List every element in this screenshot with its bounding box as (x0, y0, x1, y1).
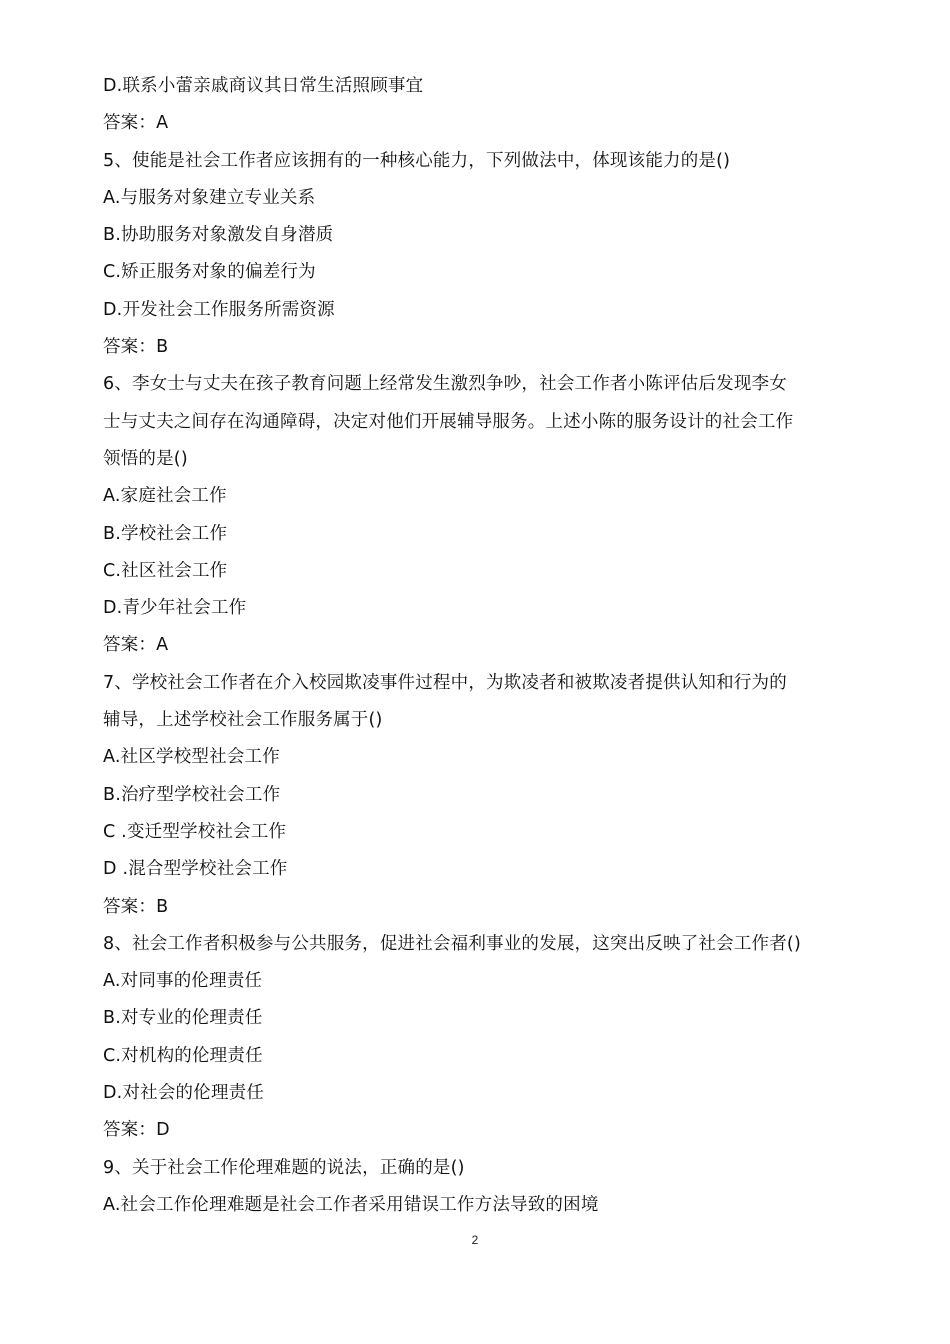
question-6-line-3: 领悟的是() (103, 448, 188, 469)
option-c-q5: C.矫正服务对象的偏差行为 (103, 262, 316, 283)
option-d-q7: D .混合型学校社会工作 (103, 859, 288, 880)
option-a-q9: A.社会工作伦理难题是社会工作者采用错误工作方法导致的困境 (103, 1194, 599, 1215)
option-c-q8: C.对机构的伦理责任 (103, 1045, 263, 1066)
question-6-line-2: 士与丈夫之间存在沟通障碍，决定对他们开展辅导服务。上述小陈的服务设计的社会工作 (103, 411, 794, 432)
option-d-q8: D.对社会的伦理责任 (103, 1083, 265, 1104)
option-d-q6: D.青少年社会工作 (103, 598, 247, 619)
question-5: 5、使能是社会工作者应该拥有的一种核心能力，下列做法中，体现该能力的是() (103, 150, 731, 171)
question-7-line-2: 辅导，上述学校社会工作服务属于() (103, 710, 383, 731)
answer-q7: 答案：B (103, 896, 169, 917)
question-9: 9、关于社会工作伦理难题的说法，正确的是() (103, 1157, 465, 1178)
option-a-q6: A.家庭社会工作 (103, 486, 227, 507)
option-c-q7: C .变迁型学校社会工作 (103, 821, 287, 842)
question-6-line-1: 6、李女士与丈夫在孩子教育问题上经常发生激烈争吵，社会工作者小陈评估后发现李女 (103, 374, 787, 395)
option-b-q7: B.治疗型学校社会工作 (103, 784, 281, 805)
answer-q4: 答案：A (103, 113, 169, 134)
document-body (103, 68, 863, 1224)
option-a-q7: A.社区学校型社会工作 (103, 747, 280, 768)
option-b-q5: B.协助服务对象激发自身潜质 (103, 225, 334, 246)
answer-q5: 答案：B (103, 337, 169, 358)
option-a-q5: A.与服务对象建立专业关系 (103, 187, 316, 208)
option-a-q8: A.对同事的伦理责任 (103, 971, 263, 992)
option-b-q6: B.学校社会工作 (103, 523, 228, 544)
answer-q8: 答案：D (103, 1120, 170, 1141)
option-b-q8: B.对专业的伦理责任 (103, 1008, 263, 1029)
question-7-line-1: 7、学校社会工作者在介入校园欺凌事件过程中，为欺凌者和被欺凌者提供认知和行为的 (103, 672, 787, 693)
option-d-q4: D.联系小蕾亲戚商议其日常生活照顾事宜 (103, 76, 424, 96)
option-c-q6: C.社区社会工作 (103, 560, 228, 581)
question-8: 8、社会工作者积极参与公共服务，促进社会福利事业的发展，这突出反映了社会工作者() (103, 933, 801, 954)
answer-q6: 答案：A (103, 635, 169, 656)
page-number: 2 (471, 1233, 479, 1247)
option-d-q5: D.开发社会工作服务所需资源 (103, 299, 335, 320)
